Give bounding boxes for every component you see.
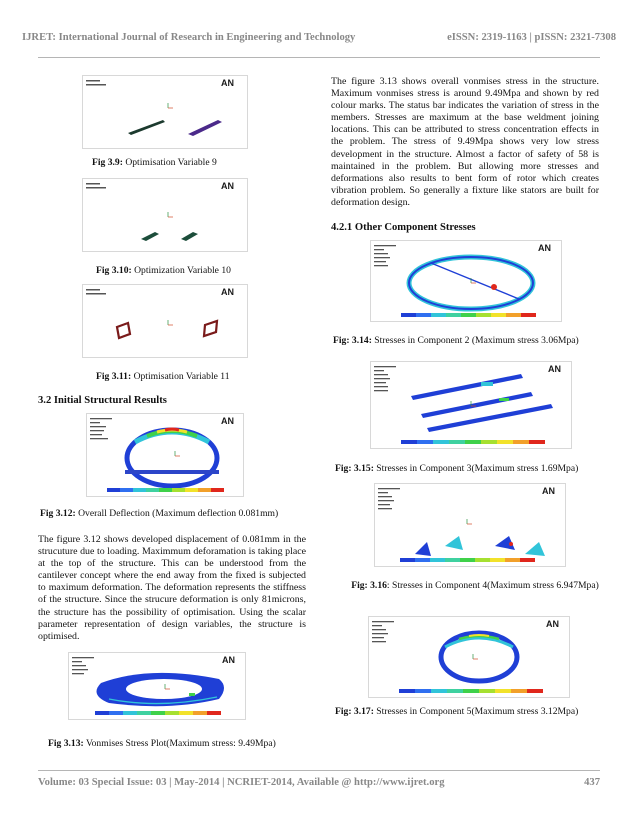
journal-title: IJRET: International Journal of Research in Engineering and Technology (22, 32, 356, 43)
figure-3-14-image (370, 240, 562, 322)
ansys-logo: AN (542, 486, 555, 496)
figure-3-9-caption: Fig 3.9: Optimisation Variable 9 (92, 157, 217, 168)
figure-3-17-caption: Fig: 3.17: Stresses in Component 5(Maximum stress 3.12Mpa) (335, 706, 579, 717)
section-heading-3-2: 3.2 Initial Structural Results (38, 395, 167, 406)
ansys-logo: AN (548, 364, 561, 374)
page-header (22, 32, 616, 43)
figure-3-15-caption: Fig: 3.15: Stresses in Component 3(Maximum stress 1.69Mpa) (335, 463, 579, 474)
section-heading-4-2-1: 4.2.1 Other Component Stresses (331, 222, 476, 233)
ansys-logo: AN (538, 243, 551, 253)
ansys-logo: AN (221, 78, 234, 88)
figure-3-12-caption: Fig 3.12: Overall Deflection (Maximum deflection 0.081mm) (40, 508, 279, 519)
figure-3-11-image (82, 284, 248, 358)
ansys-logo: AN (221, 181, 234, 191)
ansys-logo: AN (546, 619, 559, 629)
paragraph-vonmises-discussion: The figure 3.13 shows overall vonmises stress in the structure. Maximum vonmises stress is around 9.49Mpa and shown by red colour marks. The status bar indicates the variation of stress in the members. Stresses are maximum at the base weldment joining locations. This can be attributed to stress concentration effects in the problem. The stress of 9.49Mpa shows very low stress development in the structure. Almost a factor of safety of 58 is maintained in the problem. But allowing more stresses and deformations also results to bent form of rotor which creates vibration problem. So generally a fixture like stators are built for deformation design. (331, 76, 599, 208)
figure-3-12-image (86, 413, 244, 497)
figure-3-10-image (82, 178, 248, 252)
figure-3-10-caption: Fig 3.10: Optimization Variable 10 (96, 265, 231, 276)
figure-3-16-image (374, 483, 566, 567)
ansys-logo: AN (221, 287, 234, 297)
issn: eISSN: 2319-1163 | pISSN: 2321-7308 (447, 32, 616, 43)
figure-3-13-image (68, 652, 246, 720)
footer-rule (38, 770, 600, 771)
figure-3-9-image (82, 75, 248, 149)
figure-3-16-caption: Fig: 3.16: Stresses in Component 4(Maximum stress 6.947Mpa) (351, 580, 599, 591)
header-rule (38, 57, 600, 58)
page-number: 437 (584, 777, 600, 788)
ansys-logo: AN (222, 655, 235, 665)
figure-3-13-caption: Fig 3.13: Vonmises Stress Plot(Maximum stress: 9.49Mpa) (48, 738, 276, 749)
figure-3-17-image (368, 616, 570, 698)
figure-3-14-caption: Fig: 3.14: Stresses in Component 2 (Maximum stress 3.06Mpa) (333, 335, 579, 346)
figure-3-15-image (370, 361, 572, 449)
paragraph-deflection-discussion: The figure 3.12 shows developed displacement of 0.081mm in the strucuture due to loading. Maximmum deforamation is taking place at the top of the structure. This can be understood from the cantilever concept where the end away from the fixed is subjected to maximum deformation. The deformation represents the stiffness of the structure. Since the strucure deformation is only 81microns, the structure has the possibility of optimisation. Using the scalar parameter representation of design variables, the structure is optimised. (38, 534, 306, 642)
footer-volume-info: Volume: 03 Special Issue: 03 | May-2014 | NCRIET-2014, Available @ http://www.ijret.org (38, 777, 445, 788)
figure-3-11-caption: Fig 3.11: Optimisation Variable 11 (96, 371, 230, 382)
page-footer (38, 777, 600, 788)
ansys-logo: AN (221, 416, 234, 426)
